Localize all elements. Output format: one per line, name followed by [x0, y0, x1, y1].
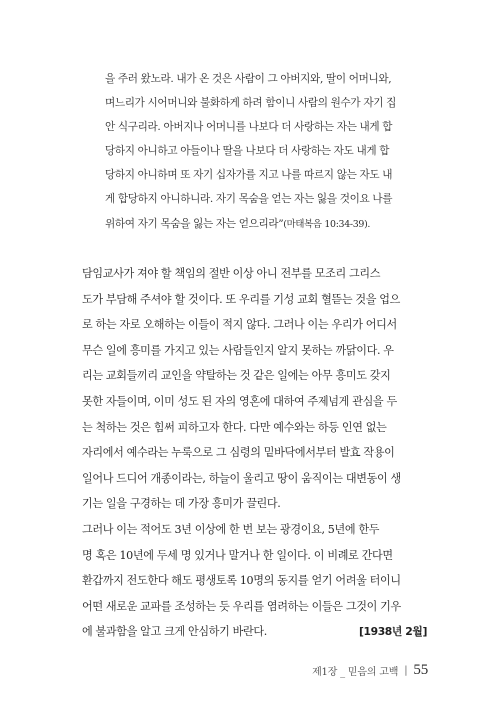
quote-line: 게 합당하지 아니하니라. 자기 목숨을 얻는 자는 잃을 것이요 나를: [105, 193, 393, 206]
paragraph-line-last: [82, 619, 427, 645]
paragraph-line: 는 척하는 것은 힘써 피하고자 한다. 다만 예수와는 하등 인연 없는: [82, 420, 387, 434]
quote-text: 위하여 자기 목숨을 잃는 자는 얻으리라”: [105, 217, 284, 230]
paragraph-line: 명 혹은 10년에 두세 명 있거나 말거나 한 일이다. 이 비례로 간다면: [82, 548, 393, 562]
paragraph-line: 일어나 드디어 개종이라는, 하늘이 울리고 땅이 움직이는 대변동이 생: [82, 471, 401, 485]
paragraph-text: 에 불과함을 알고 크게 안심하기 바란다.: [82, 625, 267, 639]
body-text: [82, 261, 427, 645]
footer-separator: |: [404, 665, 408, 676]
page-footer: [312, 662, 428, 679]
quote-line: 며느리가 시어머니와 불화하게 하려 함이니 사람의 원수가 자기 집: [105, 97, 396, 110]
quote-line-last: [105, 212, 420, 236]
paragraph-line: 그러나 이는 적어도 3년 이상에 한 번 보는 광경이요, 5년에 한두: [82, 522, 380, 536]
paragraph-line: 어떤 새로운 교파를 조성하는 듯 우리를 염려하는 이들은 그것이 기우: [82, 599, 401, 613]
paragraph-line: 자리에서 예수라는 누룩으로 그 심령의 밑바닥에서부터 발효 작용이: [82, 446, 395, 460]
paragraph-line: 못한 자들이며, 이미 성도 된 자의 영혼에 대하여 주제넘게 관심을 두: [82, 394, 397, 408]
quote-source: (마태복음 10:34-39).: [283, 218, 371, 230]
date-tag: [1938년 2월]: [358, 625, 427, 639]
paragraph-line: 리는 교회들끼리 교인을 약탈하는 것 같은 일에는 아무 흥미도 갖지: [82, 369, 391, 383]
quote-line: 당하지 아니하고 아들이나 딸을 나보다 더 사랑하는 자도 내게 합: [105, 145, 390, 158]
chapter-title: 제1장 _ 믿음의 고백: [312, 667, 399, 678]
paragraph-line: 환갑까지 전도한다 해도 평생토록 10명의 동지를 얻기 어려울 터이니: [82, 574, 401, 588]
quote-line: 당하지 아니하며 또 자기 십자가를 지고 나를 따르지 않는 자도 내: [105, 169, 393, 182]
page-number: 55: [413, 662, 428, 678]
paragraph-line: 로 하는 자로 오해하는 이들이 적지 않다. 그러나 이는 우리가 어디서: [82, 318, 397, 332]
quote-line: 안 식구리라. 아버지나 어머니를 나보다 더 사랑하는 자는 내게 합: [105, 121, 393, 134]
paragraph-line: 도가 부담해 주셔야 할 것이다. 또 우리를 기성 교회 혈뜯는 것을 업으: [82, 292, 401, 306]
scripture-quote: [105, 67, 420, 236]
paragraph-line: 담임교사가 져야 할 책임의 절반 이상 아니 전부를 모조리 그리스: [82, 267, 381, 280]
paragraph-line: 무슨 일에 흥미를 가지고 있는 사람들인지 알지 못하는 까닭이다. 우: [82, 343, 394, 357]
paragraph-line: 기는 일을 구경하는 데 가장 흥미가 끌린다.: [82, 497, 281, 511]
quote-line: 을 주러 왔노라. 내가 온 것은 사람이 그 아버지와, 딸이 어머니와,: [105, 73, 392, 85]
